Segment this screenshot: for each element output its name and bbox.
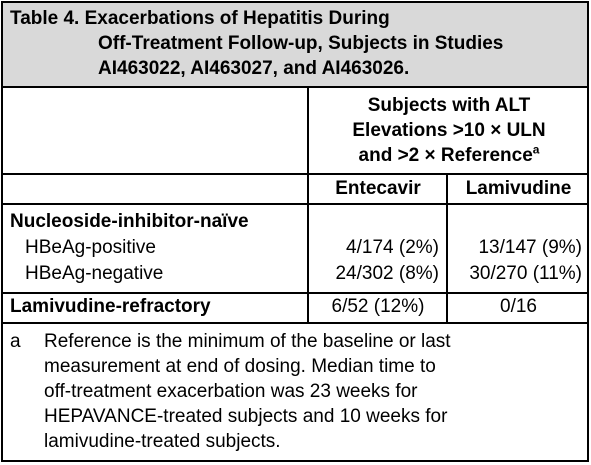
row-label-hbeag-positive: HBeAg-positive [25, 237, 156, 258]
rule-below-group-header [1, 173, 589, 175]
group-header-line-2: Elevations >10 × ULN [352, 120, 546, 141]
cell-refractory-lamivudine: 0/16 [500, 296, 537, 317]
rule-below-column-headers [1, 203, 589, 205]
row-label-hbeag-negative: HBeAg-negative [25, 263, 164, 284]
cell-hbeag-negative-lamivudine: 30/270 (11%) [469, 263, 582, 284]
footnote-marker: a [10, 331, 21, 352]
rule-below-naive-section [1, 292, 589, 294]
group-header-line-3: and >2 × Reference$^a$ [358, 142, 540, 166]
footnote-line-4: HEPAVANCE-treated subjects and 10 weeks for [44, 406, 448, 427]
cell-refractory-entecavir: 6/52 (12%) [331, 296, 425, 317]
footnote-line-1: Reference is the minimum of the baseline or last [44, 331, 451, 352]
footnote-line-3: off-treatment exacerbation was 23 weeks for [44, 381, 418, 402]
footnote-marker-superscript: a [532, 142, 540, 157]
rule-below-title [1, 86, 589, 88]
section-label-naive: Nucleoside-inhibitor-naïve [10, 211, 249, 232]
footnote-line-2: measurement at end of dosing. Median time to [44, 356, 436, 377]
cell-hbeag-negative-entecavir: 24/302 (8%) [335, 263, 439, 284]
table-title-line-1: Table 4. Exacerbations of Hepatitis During [10, 8, 390, 29]
section-label-refractory: Lamivudine-refractory [10, 296, 211, 317]
table-title-line-2: Off-Treatment Follow-up, Subjects in Studies [98, 33, 504, 54]
group-header-line-1: Subjects with ALT [367, 95, 531, 116]
cell-hbeag-positive-entecavir: 4/174 (2%) [346, 237, 439, 258]
column-header-lamivudine: Lamivudine [465, 178, 572, 199]
cell-hbeag-positive-lamivudine: 13/147 (9%) [478, 237, 582, 258]
table-title-line-3: AI463022, AI463027, and AI463026. [98, 58, 410, 79]
column-header-entecavir: Entecavir [335, 178, 421, 199]
rule-above-footnote [1, 322, 589, 324]
footnote-line-5: lamivudine-treated subjects. [44, 431, 281, 452]
